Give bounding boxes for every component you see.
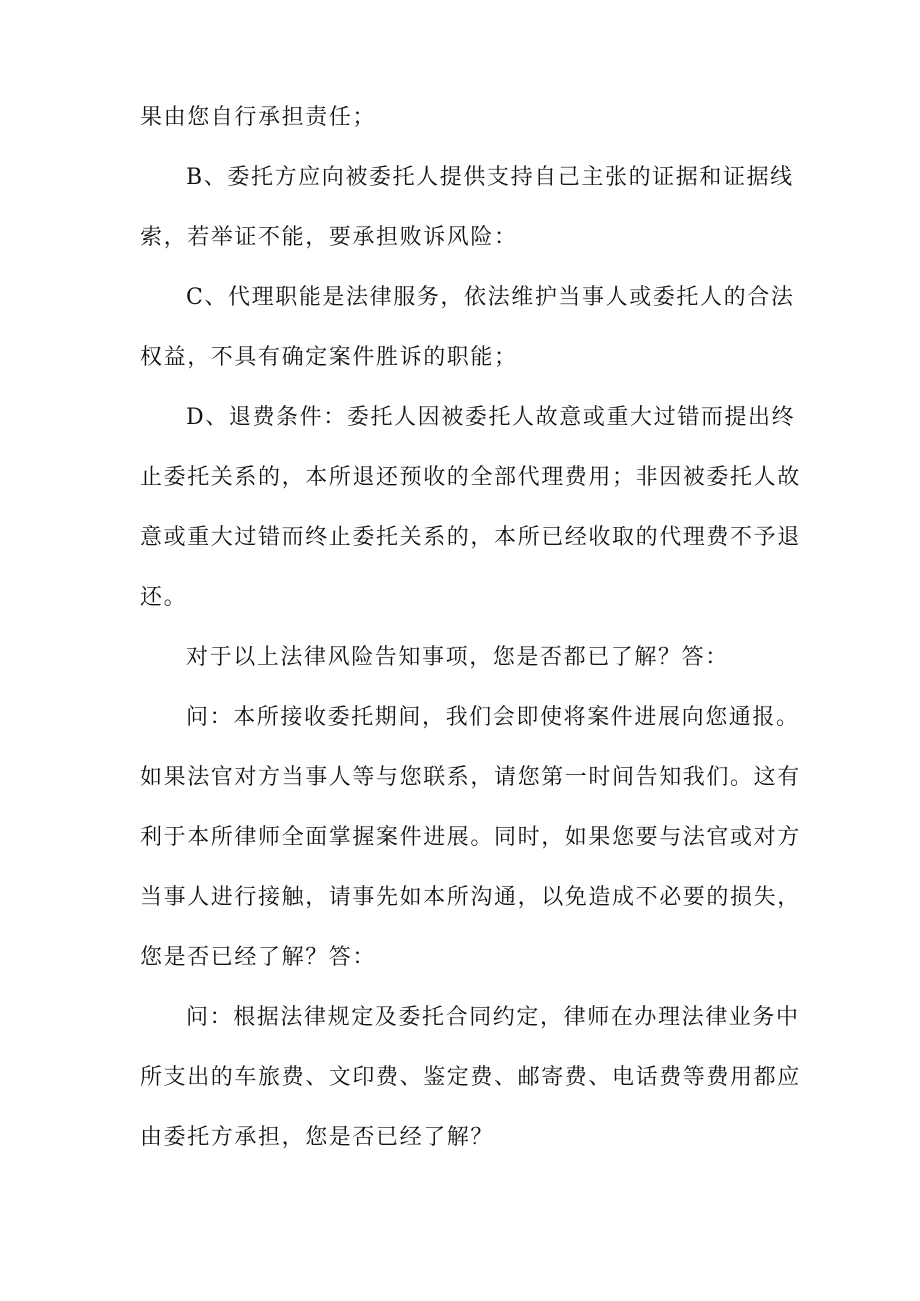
- text-line: 权益，不具有确定案件胜诉的职能；: [140, 345, 518, 370]
- text-line: 如果法官对方当事人等与您联系，请您第一时间告知我们。这有: [140, 765, 801, 790]
- text-line: 您是否已经了解？答：: [140, 945, 377, 970]
- text-line: 问：根据法律规定及委托合同约定，律师在办理法律业务中: [186, 1005, 800, 1030]
- text-line: 还。: [140, 585, 188, 610]
- text-line: D、退费条件：委托人因被委托人故意或重大过错而提出终: [186, 405, 796, 430]
- text-line: B、委托方应向被委托人提供支持自己主张的证据和证据线: [186, 165, 794, 190]
- text-line: 索，若举证不能，要承担败诉风险：: [140, 225, 518, 250]
- text-line: 止委托关系的，本所退还预收的全部代理费用；非因被委托人故: [140, 465, 801, 490]
- text-line: 意或重大过错而终止委托关系的，本所已经收取的代理费不予退: [140, 525, 801, 550]
- text-line: 利于本所律师全面掌握案件进展。同时，如果您要与法官或对方: [140, 825, 801, 850]
- text-line: 对于以上法律风险告知事项，您是否都已了解？答：: [186, 645, 729, 670]
- text-line: 所支出的车旅费、文印费、鉴定费、邮寄费、电话费等费用都应: [140, 1065, 801, 1090]
- text-line: 当事人进行接触，请事先如本所沟通，以免造成不必要的损失，: [140, 885, 801, 910]
- text-line: 果由您自行承担责任；: [140, 105, 377, 130]
- text-line: 问：本所接收委托期间，我们会即使将案件进展向您通报。: [186, 705, 800, 730]
- text-line: 由委托方承担，您是否已经了解？: [140, 1125, 495, 1150]
- text-line: C、代理职能是法律服务，依法维护当事人或委托人的合法: [186, 285, 795, 310]
